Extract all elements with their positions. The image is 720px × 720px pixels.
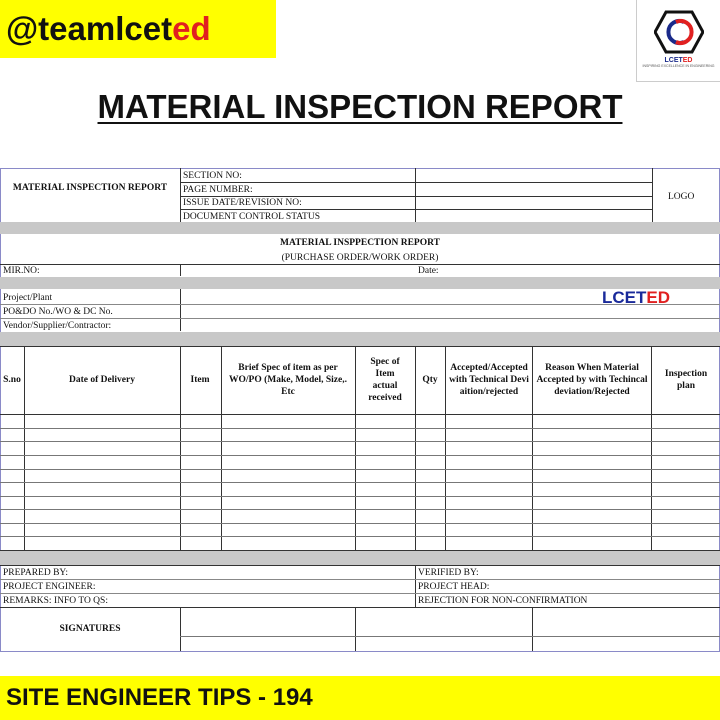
section-no-label: SECTION NO: [183,171,242,181]
handle-suffix: ed [172,10,211,47]
page-number-label: PAGE NUMBER: [183,185,253,195]
logo-tagline: INSPIRING EXCELLENCE IN ENGINEERING [642,64,715,68]
form-header-title: MATERIAL INSPECTION REPORT [12,183,168,193]
handle-prefix: @teamlcet [6,10,173,47]
col-header-qty: Qty [422,375,438,385]
project-label: Project/Plant [3,293,53,303]
issue-date-label: ISSUE DATE/REVISION NO: [183,198,302,208]
mir-no-label: MIR.NO: [3,266,40,276]
gray-band [0,332,720,346]
vendor-label: Vendor/Supplier/Contractor: [3,321,112,331]
logo-word: LCETED [664,57,693,64]
po-do-label: PO&DO No./WO & DC No. [3,307,113,317]
col-header-item: Item [190,375,210,385]
gray-band [0,222,720,234]
brand-watermark: LCETED [602,288,671,307]
form-subtitle: MATERIAL INSPPECTION REPORT [280,238,440,248]
rejection-label: REJECTION FOR NON-CONFIRMATION [418,596,588,606]
form-subcaption: (PURCHASE ORDER/WORK ORDER) [281,253,439,263]
page-title: MATERIAL INSPECTION REPORT [97,88,623,125]
date-label: Date: [418,266,439,276]
lceted-logo [636,0,720,82]
remarks-label: REMARKS: INFO TO QS: [3,596,108,606]
inspection-form [0,168,720,652]
footer-banner: SITE ENGINEER TIPS - 194 [0,676,720,720]
prepared-by-label: PREPARED BY: [3,568,69,578]
project-head-label: PROJECT HEAD: [418,582,490,592]
col-header-sno: S.no [3,375,21,385]
col-header-accepted: Accepted/Accepted with Technical Deviaition/rejected [449,363,529,397]
lceted-emblem-icon [654,10,704,54]
col-header-spec-received: Spec of Item actual received [368,357,402,403]
doc-control-label: DOCUMENT CONTROL STATUS [183,212,320,222]
gray-band [0,551,720,565]
col-header-inspection-plan: Inspection plan [664,369,708,391]
logo-placeholder: LOGO [668,192,695,202]
signatures-label: SIGNATURES [59,624,121,634]
project-engineer-label: PROJECT ENGINEER: [3,582,96,592]
col-header-date: Date of Delivery [69,375,135,385]
col-header-reason: Reason When Material Accepted by with Techincal deviation/Rejected [536,363,648,397]
handle-banner [0,0,276,58]
verified-by-label: VERIFIED BY: [418,568,479,578]
col-header-brief-spec: Brief Spec of item as per WO/PO (Make, Model, Size,. Etc [229,363,347,397]
